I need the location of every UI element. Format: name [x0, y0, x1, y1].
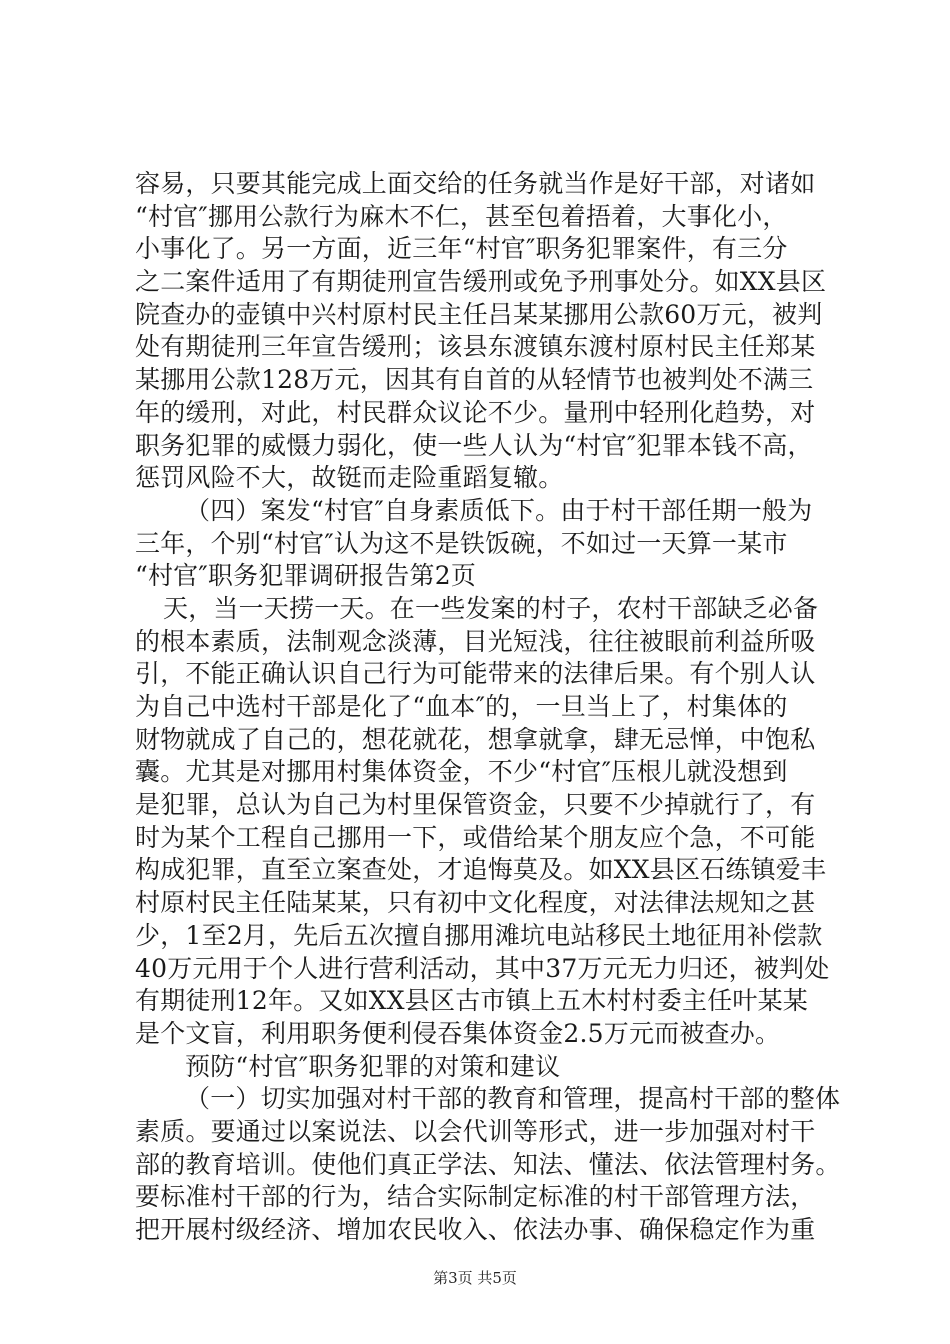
paragraph-countermeasures	[135, 1051, 841, 1247]
text-line: 小事化了。另一方面，近三年“村官″职务犯罪案件，有三分	[135, 234, 788, 264]
text-line: 40万元用于个人进行营利活动，其中37万元无力归还，被判处	[135, 953, 830, 983]
text-line: 年的缓刑，对此，村民群众议论不少。量刑中轻刑化趋势，对	[135, 397, 816, 427]
text-line: 天，当一天捞一天。在一些发案的村子，农村干部缺乏必备	[163, 593, 819, 623]
text-line: 职务犯罪的威慑力弱化，使一些人认为“村官″犯罪本钱不高，	[135, 430, 813, 460]
paragraph-accountability	[135, 168, 835, 495]
text-line: “村官″挪用公款行为麻木不仁，甚至包着捂着，大事化小，	[135, 201, 788, 231]
text-line: 素质。要通过以案说法、以会代训等形式，进一步加强对村干	[135, 1116, 816, 1146]
text-line: 容易，只要其能完成上面交给的任务就当作是好干部，对诸如	[135, 169, 816, 198]
text-line: 处有期徒刑三年宣告缓刑；该县东渡镇东渡村原村民主任郑某	[135, 332, 816, 362]
text-line: 三年，个别“村官″认为这不是铁饭碗，不如过一天算一某市	[135, 528, 788, 558]
text-line: 构成犯罪，直至立案查处，才追悔莫及。如XX县区石练镇爱丰	[135, 855, 827, 885]
text-line: 是犯罪，总认为自己为村里保管资金，只要不少掉就行了，有	[135, 790, 816, 820]
text-line: 某挪用公款128万元，因其有自首的从轻情节也被判处不满三	[135, 365, 814, 395]
text-line: 时为某个工程自己挪用一下，或借给某个朋友应个急，不可能	[135, 822, 816, 852]
text-line: 村原村民主任陆某某，只有初中文化程度，对法律法规知之甚	[135, 888, 816, 918]
text-line: 囊。尤其是对挪用村集体资金，不少“村官″压根儿就没想到	[135, 757, 788, 787]
text-line: 少，1至2月，先后五次擅自挪用滩坑电站移民土地征用补偿款	[135, 920, 823, 950]
section-title-line: 预防“村官″职务犯罪的对策和建议	[185, 1051, 561, 1081]
page-break-title: “村官″职务犯罪调研报告第2页	[135, 561, 477, 591]
section-heading-line: （四）案发“村官″自身素质低下。由于村干部任期一般为	[185, 495, 813, 525]
text-line: 之二案件适用了有期徒刑宣告缓刑或免予刑事处分。如XX县区	[135, 267, 827, 297]
text-line: 院查办的壶镇中兴村原村民主任吕某某挪用公款60万元，被判	[135, 299, 823, 329]
section-heading-line: （一）切实加强对村干部的教育和管理，提高村干部的整体	[185, 1084, 841, 1114]
text-line: 部的教育培训。使他们真正学法、知法、懂法、依法管理村务。	[135, 1149, 841, 1179]
text-line: 引，不能正确认识自己行为可能带来的法律后果。有个别人认	[135, 659, 816, 689]
text-line: 财物就成了自己的，想花就花，想拿就拿，肆无忌惮，中饱私	[135, 724, 816, 754]
body-text	[135, 168, 841, 1247]
text-line: 惩罚风险不大，故铤而走险重蹈复辙。	[135, 463, 564, 493]
text-line: 为自己中选村干部是化了“血本″的，一旦当上了，村集体的	[135, 692, 788, 721]
text-line: 要标准村干部的行为，结合实际制定标准的村干部管理方法，	[135, 1182, 816, 1212]
text-line: 有期徒刑12年。又如XX县区古市镇上五木村村委主任叶某某	[135, 986, 809, 1016]
page-number-label: 第3页 共5页	[433, 1269, 517, 1287]
page-footer	[0, 1268, 950, 1288]
text-line: 是个文盲，利用职务便利侵吞集体资金2.5万元而被查办。	[135, 1018, 781, 1048]
text-line: 的根本素质，法制观念淡薄，目光短浅，往往被眼前利益所吸	[135, 626, 816, 656]
paragraph-section-four	[135, 495, 835, 1051]
text-line: 把开展村级经济、增加农民收入、依法办事、确保稳定作为重	[135, 1215, 816, 1244]
